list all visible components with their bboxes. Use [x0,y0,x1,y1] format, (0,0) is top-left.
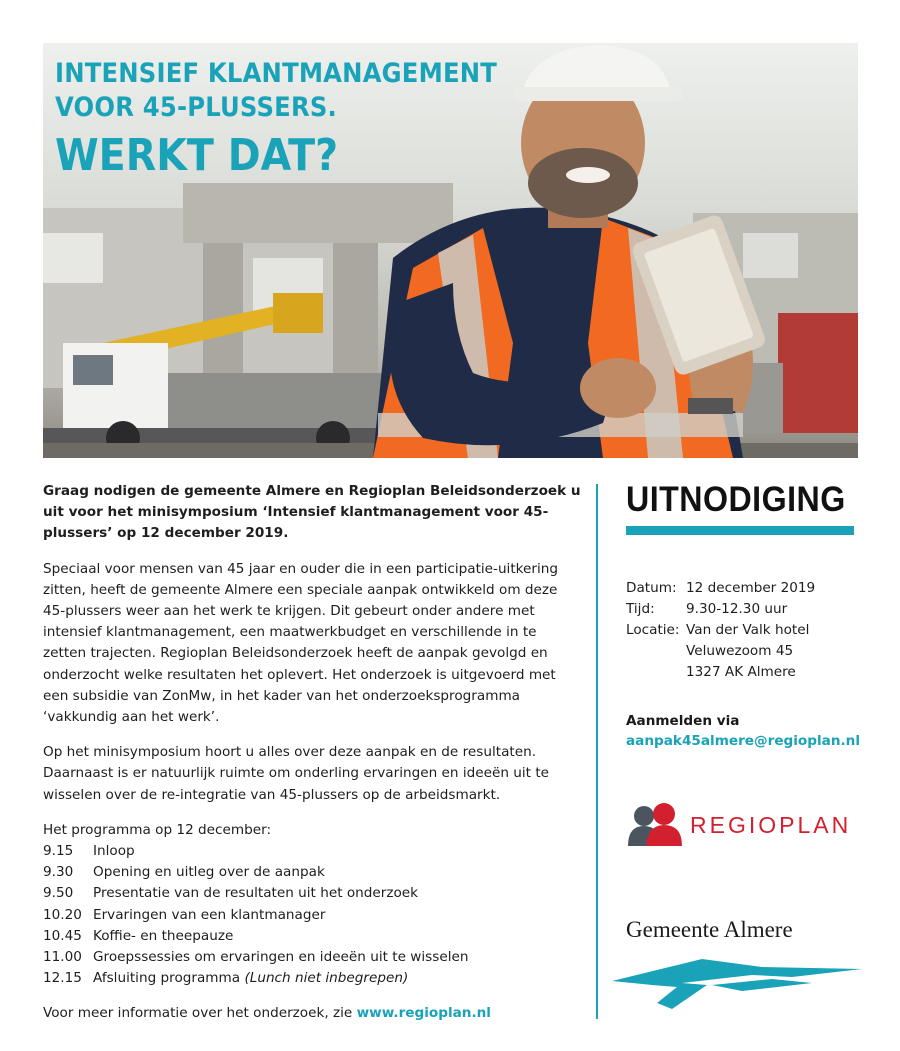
program-heading: Het programma op 12 december: [43,821,272,838]
detail-row-location [626,620,858,641]
detail-row-address [626,641,858,662]
program-item [43,968,583,989]
program-label: Ervaringen van een klantmanager [93,906,326,923]
program-time: 12.15 [43,970,82,987]
detail-row-date [626,578,858,599]
program-item [43,862,583,883]
program-time: 9.30 [43,864,74,881]
column-divider [596,484,598,1019]
detail-label [626,641,686,662]
program-item [43,905,583,926]
detail-value: Van der Valk hotel [686,622,810,638]
hero-title-line-1: INTENSIEF KLANTMANAGEMENT [55,58,497,89]
program-label: Opening en uitleg over de aanpak [93,864,325,881]
detail-label [626,662,686,683]
title-underline-bar [626,526,854,535]
more-info-text: Voor meer informatie over het onderzoek, zie [43,1005,357,1022]
program-label-wrap [93,968,408,989]
program-label: Groepssessies om ervaringen en ideeën uit te wisselen [93,949,469,966]
invitation-sidebar [626,480,861,751]
detail-label: Datum: [626,580,677,596]
more-info-line [43,1003,583,1024]
invitation-body [43,481,583,1025]
almere-logo-icon [612,955,862,1013]
program-note: (Lunch niet inbegrepen) [244,970,409,987]
detail-label: Tijd: [626,601,655,617]
program-label: Afsluiting programma [93,970,245,987]
program-label: Presentatie van de resultaten uit het onderzoek [93,885,419,902]
program-time: 9.50 [43,885,74,902]
detail-value: Veluwezoom 45 [686,643,794,659]
regioplan-wordmark: REGIOPLAN [690,811,852,838]
intro-paragraph: Graag nodigen de gemeente Almere en Regioplan Beleidsonderzoek u uit voor het minisymposium ‘Intensief klantmanagement voor 45-plussers’ op 12 december 2019. [43,483,581,542]
detail-label: Locatie: [626,622,680,638]
regioplan-website-link[interactable]: www.regioplan.nl [356,1005,491,1022]
program-time: 10.20 [43,906,82,923]
body-paragraph-1: Speciaal voor mensen van 45 jaar en ouder die in een participatie-uitkering zitten, heeft de gemeente Almere een speciale aanpak ontwikkeld om deze 45-plussers weer aan het werk te krijgen. Dit gebeurt onder andere met intensief klantmanagement, een maatwerkbudget en verschillende in te zetten trajecten. Regioplan Beleidsonderzoek heeft de aanpak gevolgd en onderzocht welke resultaten het oplevert. Het onderzoek is uitgevoerd met een subsidie van ZonMw, in het kader van het onderzoeksprogramma ‘vakkundig aan het werk’. [43,560,559,726]
event-details [626,578,858,683]
signup-block [626,711,861,751]
regioplan-people-icon [626,802,684,848]
invitation-title: UITNODIGING [626,480,846,519]
hero-banner [43,43,858,458]
signup-email-link[interactable]: aanpak45almere@regioplan.nl [626,733,861,749]
detail-value: 9.30-12.30 uur [686,601,788,617]
signup-label: Aanmelden via [626,713,740,729]
program-item [43,947,583,968]
program-label: Koffie- en theepauze [93,927,234,944]
body-paragraph-2: Op het minisymposium hoort u alles over deze aanpak en de resultaten. Daarnaast is er natuurlijk ruimte om onderling ervaringen en ideeën uit te wisselen over de re-integratie van 45-plussers op de arbeidsmarkt. [43,744,550,803]
program-item [43,883,583,904]
program-label: Inloop [93,843,135,860]
detail-value: 1327 AK Almere [686,664,796,680]
program-item [43,841,583,862]
program-list [43,841,583,989]
almere-wordmark: Gemeente Almere [626,917,793,942]
program-time: 10.45 [43,927,82,944]
regioplan-logo [626,802,851,848]
hero-title-line-2: VOOR 45-PLUSSERS. [55,92,337,123]
program-time: 11.00 [43,949,82,966]
program-time: 9.15 [43,843,74,860]
hero-title-question: WERKT DAT? [55,130,339,181]
detail-row-time [626,599,858,620]
detail-row-postcode [626,662,858,683]
program-item [43,926,583,947]
detail-value: 12 december 2019 [686,580,816,596]
hero-title [55,57,546,183]
